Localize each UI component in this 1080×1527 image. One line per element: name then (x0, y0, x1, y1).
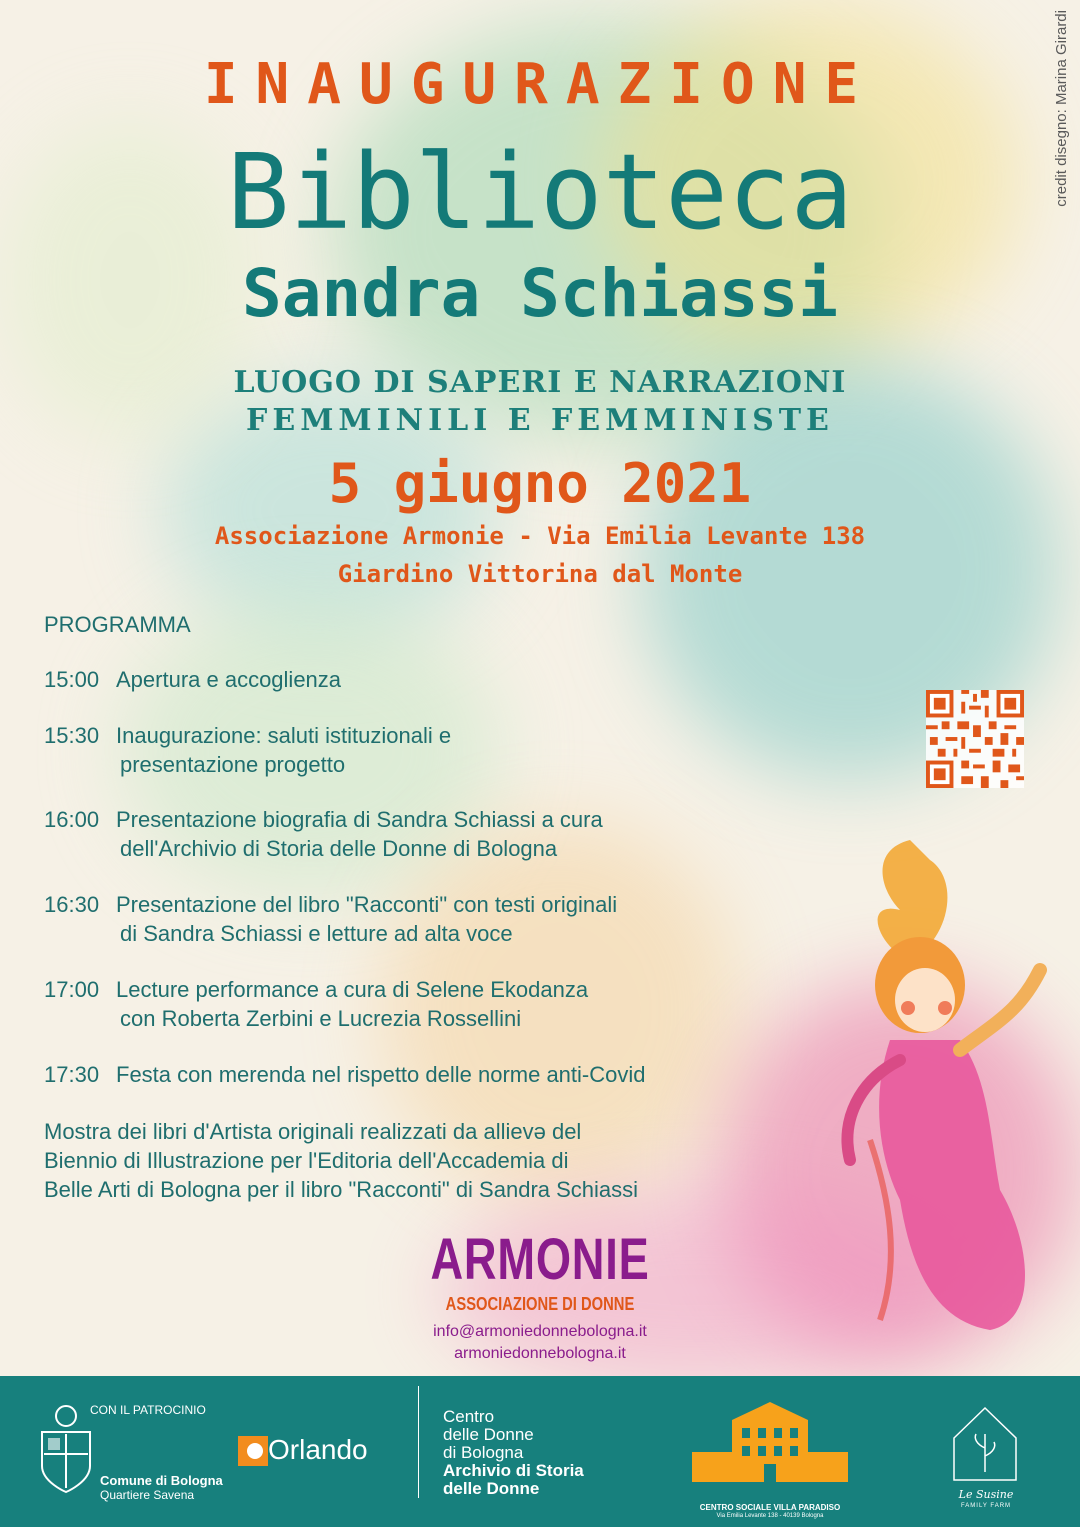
comune-name: Comune di Bologna (100, 1473, 223, 1488)
note-line: Belle Arti di Bologna per il libro "Racconti" di Sandra Schiassi (44, 1177, 639, 1202)
event-overline: INAUGURAZIONE (203, 52, 877, 117)
archivio-line: delle Donne (443, 1479, 540, 1498)
villa-paradiso-address: Via Emilia Levante 138 - 40139 Bologna (716, 1513, 824, 1519)
tagline-line-1: LUOGO DI SAPERI E NARRAZIONI (233, 365, 847, 400)
programme-item (44, 805, 603, 863)
coat-of-arms-icon (36, 1402, 96, 1494)
programme-text: Apertura e accoglienza (116, 667, 342, 692)
armonie-logo (380, 1227, 700, 1363)
house-leaf-icon (950, 1404, 1020, 1484)
sponsor-footer (0, 1376, 1080, 1527)
quartiere-name: Quartiere Savena (100, 1488, 195, 1502)
qr-code[interactable] (926, 690, 1024, 788)
programme-item (44, 1060, 646, 1089)
centro-donne-logo (443, 1408, 584, 1498)
programme-text: Inaugurazione: saluti istituzionali e (116, 723, 452, 748)
centro-line: Centro (443, 1407, 495, 1426)
event-date: 5 giugno 2021 (328, 452, 752, 515)
programme-time: 16:00 (44, 807, 100, 832)
page-title: Biblioteca (226, 131, 854, 253)
programme-text: di Sandra Schiassi e letture ad alta voce (120, 921, 513, 946)
exhibition-note (44, 1117, 638, 1204)
programme-text: Festa con merenda nel rispetto delle norme anti-Covid (116, 1062, 646, 1087)
centro-line: di Bologna (443, 1443, 524, 1462)
programme-time: 16:30 (44, 892, 100, 917)
programme-item (44, 665, 341, 694)
event-venue: Giardino Vittorina dal Monte (337, 560, 743, 588)
programme-text: Presentazione biografia di Sandra Schiassi a cura (116, 807, 603, 832)
programme-item (44, 975, 588, 1033)
centro-line: delle Donne (443, 1425, 534, 1444)
note-line: Mostra dei libri d'Artista originali realizzati da allievə del (44, 1119, 582, 1144)
villa-paradiso-name: CENTRO SOCIALE VILLA PARADISO (699, 1503, 841, 1512)
armonie-email-link[interactable]: info@armoniedonnebologna.it (433, 1323, 647, 1340)
archivio-line: Archivio di Storia (443, 1461, 584, 1480)
armonie-wordmark: ARMONIE (430, 1227, 650, 1292)
armonie-website-link[interactable]: armoniedonnebologna.it (454, 1345, 626, 1362)
armonie-tagline: ASSOCIAZIONE DI DONNE (445, 1294, 635, 1314)
event-address: Associazione Armonie - Via Emilia Levante 138 (214, 522, 866, 550)
programme-text: presentazione progetto (120, 752, 346, 777)
dancer-illustration (760, 820, 1060, 1340)
programme-time: 15:30 (44, 723, 100, 748)
programme-heading: PROGRAMMA (44, 612, 191, 637)
programme-item (44, 890, 617, 948)
programme-time: 15:00 (44, 667, 100, 692)
divider (418, 1386, 419, 1498)
page-subtitle: Sandra Schiassi (241, 255, 839, 332)
villa-paradiso-building-icon (692, 1400, 848, 1500)
patronage-label: CON IL PATROCINIO (90, 1403, 206, 1417)
programme-text: con Roberta Zerbini e Lucrezia Rossellini (120, 1006, 522, 1031)
programme-text: Lecture performance a cura di Selene Ekodanza (116, 977, 589, 1002)
tagline-line-2: FEMMINILI E FEMMINISTE (246, 403, 834, 438)
orlando-logo-icon (238, 1436, 268, 1466)
illustration-credit: credit disegno: Marina Girardi (1053, 10, 1070, 207)
programme-time: 17:00 (44, 977, 100, 1002)
le-susine-subtitle: FAMILY FARM (960, 1503, 1012, 1509)
programme-text: Presentazione del libro "Racconti" con testi originali (116, 892, 618, 917)
orlando-wordmark: Orlando (268, 1434, 368, 1465)
programme-item (44, 721, 451, 779)
programme-text: dell'Archivio di Storia delle Donne di Bologna (120, 836, 558, 861)
note-line: Biennio di Illustrazione per l'Editoria dell'Accademia di (44, 1148, 569, 1173)
le-susine-name: Le Susine (958, 1488, 1014, 1501)
programme-time: 17:30 (44, 1062, 100, 1087)
